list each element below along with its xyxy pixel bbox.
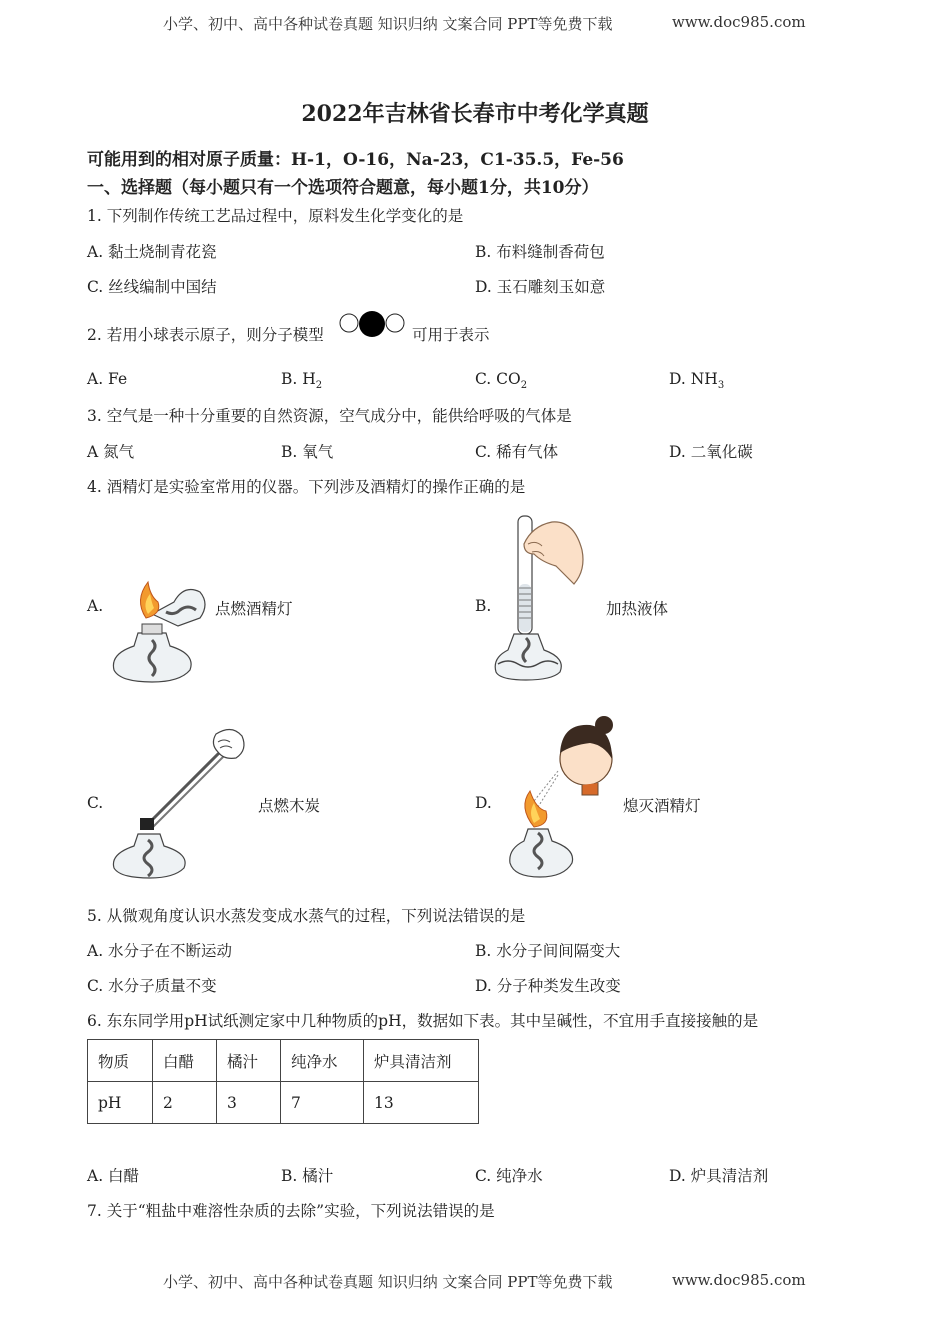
table-cell: pH bbox=[88, 1082, 153, 1124]
table-cell: 13 bbox=[364, 1082, 479, 1124]
q4-option-d-text: 熄灭酒精灯 bbox=[623, 797, 701, 815]
q5-option-a: A. 水分子在不断运动 bbox=[87, 942, 233, 960]
q2-stem-post: 可用于表示 bbox=[412, 326, 490, 344]
blowing-out-lamp-icon bbox=[512, 715, 622, 885]
q6-option-c: C. 纯净水 bbox=[475, 1167, 543, 1185]
q1-option-b: B. 布料缝制香荷包 bbox=[475, 243, 605, 261]
q4-stem: 4. 酒精灯是实验室常用的仪器。下列涉及酒精灯的操作正确的是 bbox=[87, 478, 526, 496]
table-cell: 2 bbox=[153, 1082, 217, 1124]
q1-stem: 1. 下列制作传统工艺品过程中，原料发生化学变化的是 bbox=[87, 207, 464, 225]
q3-option-a: A 氮气 bbox=[87, 443, 135, 461]
q1-option-d: D. 玉石雕刻玉如意 bbox=[475, 278, 606, 296]
q2-stem-pre: 2. 若用小球表示原子，则分子模型 bbox=[87, 326, 324, 344]
q6-stem: 6. 东东同学用pH试纸测定家中几种物质的pH，数据如下表。其中呈碱性，不宜用手直接接触的是 bbox=[87, 1012, 759, 1030]
table-cell: 炉具清洁剂 bbox=[364, 1040, 479, 1082]
q5-option-d: D. 分子种类发生改变 bbox=[475, 977, 621, 995]
q2-option-d: D. $NH_3$ bbox=[669, 370, 725, 392]
heating-liquid-icon bbox=[494, 514, 594, 684]
q4-option-c-text: 点燃木炭 bbox=[258, 797, 321, 815]
q1-option-c: C. 丝线编制中国结 bbox=[87, 278, 217, 296]
q4-option-b-text: 加热液体 bbox=[606, 600, 669, 618]
table-row bbox=[88, 1082, 479, 1124]
q4-option-d-letter: D. bbox=[475, 794, 492, 812]
header-text: 小学、初中、高中各种试卷真题 知识归纳 文案合同 PPT等免费下载 bbox=[163, 15, 613, 33]
q5-option-c: C. 水分子质量不变 bbox=[87, 977, 217, 995]
table-cell: 白醋 bbox=[153, 1040, 217, 1082]
q4-option-a-letter: A. bbox=[87, 597, 104, 615]
table-row bbox=[88, 1040, 479, 1082]
q2-option-a: A. Fe bbox=[87, 370, 128, 388]
q4-option-b-letter: B. bbox=[475, 597, 492, 615]
q3-option-c: C. 稀有气体 bbox=[475, 443, 559, 461]
lighting-lamp-with-lamp-icon bbox=[108, 578, 218, 686]
q4-option-a-text: 点燃酒精灯 bbox=[215, 600, 293, 618]
q4-option-c-letter: C. bbox=[87, 794, 104, 812]
atomic-masses: 可能用到的相对原子质量：H-1，O-16，Na-23，C1-35.5，Fe-56 bbox=[87, 150, 624, 170]
header-site-link[interactable]: www.doc985.com bbox=[672, 13, 806, 31]
q5-option-b: B. 水分子间间隔变大 bbox=[475, 942, 621, 960]
q2-option-c: C. $CO_2$ bbox=[475, 370, 528, 392]
q3-option-b: B. 氧气 bbox=[281, 443, 334, 461]
q7-stem: 7. 关于“粗盐中难溶性杂质的去除”实验，下列说法错误的是 bbox=[87, 1202, 495, 1220]
table-cell: 物质 bbox=[88, 1040, 153, 1082]
page-title: 2022年吉林省长春市中考化学真题 bbox=[301, 101, 649, 127]
q1-option-a: A. 黏土烧制青花瓷 bbox=[87, 243, 217, 261]
lighting-charcoal-icon bbox=[108, 724, 248, 880]
q6-option-b: B. 橘汁 bbox=[281, 1167, 334, 1185]
q5-stem: 5. 从微观角度认识水蒸发变成水蒸气的过程，下列说法错误的是 bbox=[87, 907, 526, 925]
q2-option-b: B. $H_2$ bbox=[281, 370, 323, 392]
table-cell: 橘汁 bbox=[217, 1040, 281, 1082]
table-cell: 3 bbox=[217, 1082, 281, 1124]
footer-text: 小学、初中、高中各种试卷真题 知识归纳 文案合同 PPT等免费下载 bbox=[163, 1273, 613, 1291]
q3-option-d: D. 二氧化碳 bbox=[669, 443, 753, 461]
q6-option-a: A. 白醋 bbox=[87, 1167, 140, 1185]
section-heading: 一、选择题（每小题只有一个选项符合题意，每小题1分，共10分） bbox=[87, 178, 599, 198]
q6-option-d: D. 炉具清洁剂 bbox=[669, 1167, 769, 1185]
ph-table bbox=[87, 1039, 479, 1124]
table-cell: 纯净水 bbox=[281, 1040, 364, 1082]
q3-stem: 3. 空气是一种十分重要的自然资源，空气成分中，能供给呼吸的气体是 bbox=[87, 407, 572, 425]
table-cell: 7 bbox=[281, 1082, 364, 1124]
molecule-model-icon bbox=[338, 310, 408, 340]
footer-site-link[interactable]: www.doc985.com bbox=[672, 1271, 806, 1289]
